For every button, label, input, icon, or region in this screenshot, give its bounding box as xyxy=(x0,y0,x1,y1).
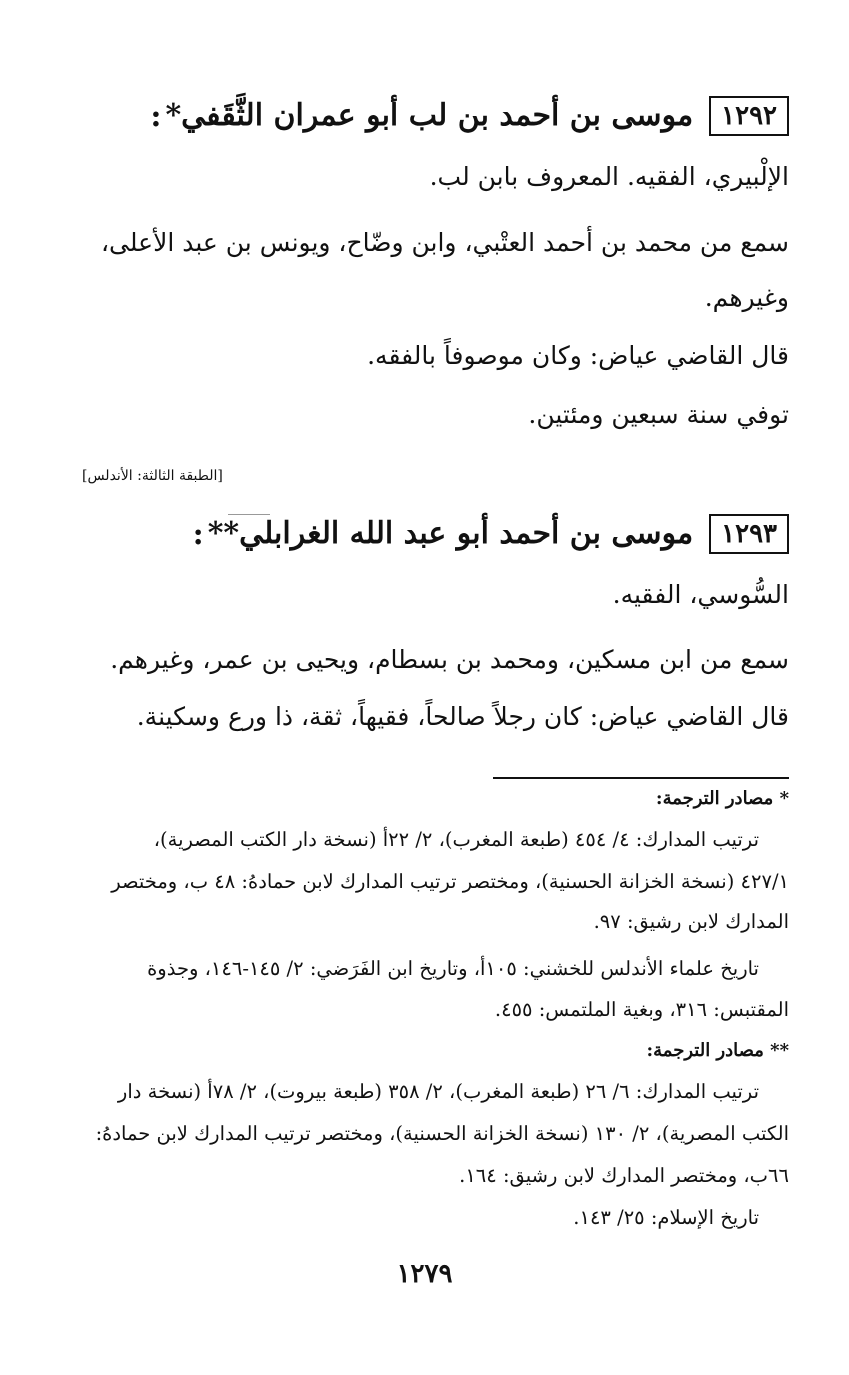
entry-number-box: ١٢٩٢ xyxy=(709,96,789,136)
entry-1292-heading xyxy=(150,96,789,136)
entry-1292-line-2: سمع من محمد بن أحمد العتْبي، وابن وضّاح، ويونس بن عبد الأعلى، xyxy=(100,228,789,257)
footnote-2-heading: ** مصادر الترجمة: xyxy=(646,1040,789,1061)
footnote-1-line-5: المقتبس: ٣١٦، وبغية الملتمس: ٤٥٥. xyxy=(494,998,789,1021)
entry-number-box: ١٢٩٣ xyxy=(709,514,789,554)
entry-1292-line-5: توفي سنة سبعين ومئتين. xyxy=(528,400,789,429)
entry-1293-line-2: سمع من ابن مسكين، ومحمد بن بسطام، ويحيى بن عمر، وغيرهم. xyxy=(110,645,789,674)
entry-name: موسى بن أحمد أبو عبد الله الغرابلي xyxy=(239,516,694,551)
heading-colon: : xyxy=(192,516,204,552)
footnote-divider xyxy=(493,777,789,779)
footnote-1-line-2: ٤٢٧/١ (نسخة الخزانة الحسنية)، ومختصر ترتيب المدارك لابن حمادهُ: ٤٨ ب، ومختصر xyxy=(111,870,789,893)
footnote-2-line-3: ٦٦ب، ومختصر المدارك لابن رشيق: ١٦٤. xyxy=(459,1164,789,1187)
footnote-2-line-1: ترتيب المدارك: ٦/ ٢٦ (طبعة المغرب)، ٢/ ٣٥٨ (طبعة بيروت)، ٢/ ٧٨أ (نسخة دار xyxy=(117,1080,759,1103)
running-head: [الطبقة الثالثة: الأندلس] xyxy=(82,468,223,484)
entry-1292-line-1: الإلْبيري، الفقيه. المعروف بابن لب. xyxy=(429,162,789,191)
footnote-mark: ** xyxy=(207,516,240,551)
entry-1292-line-3: وغيرهم. xyxy=(704,283,789,312)
footnote-2-line-4: تاريخ الإسلام: ٢٥/ ١٤٣. xyxy=(573,1206,759,1229)
entry-1293-heading xyxy=(193,514,789,554)
entry-name: موسى بن أحمد بن لب أبو عمران الثَّقَفي xyxy=(181,98,694,133)
footnote-mark: * xyxy=(165,98,182,133)
heading-colon: : xyxy=(150,98,162,134)
footnote-1-line-3: المدارك لابن رشيق: ٩٧. xyxy=(593,910,789,933)
entry-1293-line-1: السُّوسي، الفقيه. xyxy=(612,580,789,609)
footnote-2-line-2: الكتب المصرية)، ٢/ ١٣٠ (نسخة الخزانة الحسنية)، ومختصر ترتيب المدارك لابن حمادهُ: xyxy=(95,1122,789,1145)
page-number: ١٢٧٩ xyxy=(396,1259,453,1289)
entry-1293-line-3: قال القاضي عياض: كان رجلاً صالحاً، فقيهاً، ثقة، ذا ورع وسكينة. xyxy=(136,702,789,731)
footnote-1-line-1: ترتيب المدارك: ٤/ ٤٥٤ (طبعة المغرب)، ٢/ ٢٢أ (نسخة دار الكتب المصرية)، xyxy=(153,828,759,851)
footnote-1-line-4: تاريخ علماء الأندلس للخشني: ١٠٥أ، وتاريخ ابن الفَرَضي: ٢/ ١٤٥-١٤٦، وجذوة xyxy=(147,957,759,980)
footnote-1-heading: * مصادر الترجمة: xyxy=(655,788,789,809)
entry-1292-line-4: قال القاضي عياض: وكان موصوفاً بالفقه. xyxy=(367,341,789,370)
